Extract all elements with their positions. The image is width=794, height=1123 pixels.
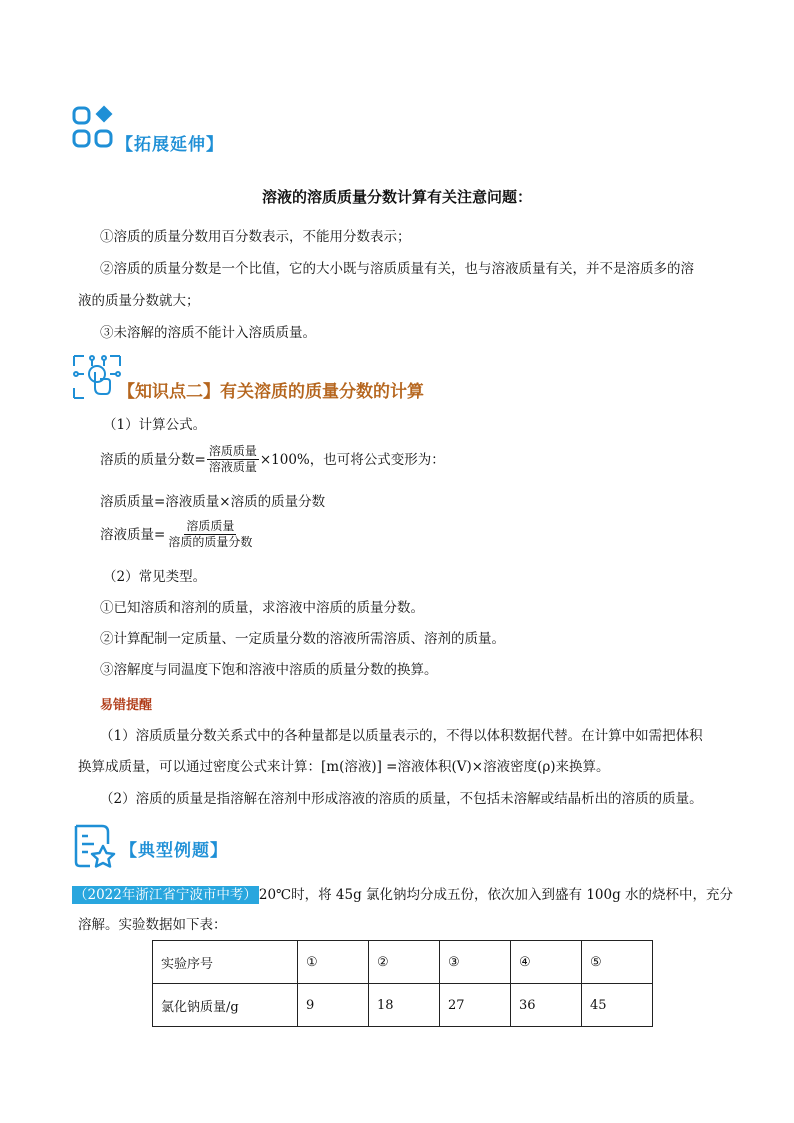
warning-line-3: （2）溶质的质量是指溶解在溶剂中形成溶液的溶质的质量，不包括未溶解或结晶析出的溶质的质量。 [100,791,703,807]
kp2-title: 有关溶质的质量分数的计算 [220,381,424,402]
formula-1 [100,444,445,475]
table-row [153,984,653,1027]
problem-source-highlight: （2022年浙江省宁波市中考） [74,887,257,903]
formula-3-fraction [166,519,254,550]
formula-3-left: 溶液质量= [100,526,166,543]
formula-1-right: ×100%，也可将公式变形为： [259,451,445,468]
note-1: ①溶质的质量分数用百分数表示，不能用分数表示； [100,229,411,245]
kp2-label: 【知识点二】 [118,381,220,402]
extension-label: 【拓展延伸】 [116,135,224,155]
touch-circuit-icon [70,350,124,404]
warning-line-2: 换算成质量，可以通过密度公式来计算：[m(溶液)] =溶液体积(V)×溶液密度(ρ)来换算。 [78,759,610,775]
extension-header [72,100,224,155]
table-cell: 9 [298,984,369,1027]
formula-3-denominator: 溶质的质量分数 [168,535,253,549]
formula-1-denominator: 溶液质量 [208,460,257,474]
note-2-cont: 液的质量分数就大； [78,293,200,309]
problem-line-1 [72,885,733,905]
note-3: ③未溶解的溶质不能计入溶质质量。 [100,325,316,341]
table-cell: ③ [440,941,511,984]
note-2: ②溶质的质量分数是一个比值，它的大小既与溶质质量有关，也与溶液质量有关，并不是溶质多的溶 [100,261,694,277]
examples-label: 【典型例题】 [120,840,228,861]
formula-2: 溶质质量=溶液质量×溶质的质量分数 [100,494,326,510]
formula-1-numerator: 溶质质量 [208,444,257,458]
table-cell: ⑤ [582,941,653,984]
formula-1-left: 溶质的质量分数= [100,451,206,468]
table-cell: 45 [582,984,653,1027]
data-table [152,940,653,1027]
types-heading: （2）常见类型。 [103,569,207,585]
formula-1-fraction [207,444,259,475]
table-cell: ④ [511,941,582,984]
extension-title: 溶液的溶质质量分数计算有关注意问题： [261,188,532,206]
table-row [153,941,653,984]
warning-label: 易错提醒 [100,698,153,713]
kp2-header [70,350,424,404]
table-cell: 18 [369,984,440,1027]
table-cell: ① [298,941,369,984]
formula-heading: （1）计算公式。 [103,417,207,433]
table-cell: 实验序号 [153,941,298,984]
star-document-icon [72,822,118,870]
type-item-1: ①已知溶质和溶剂的质量，求溶液中溶质的质量分数。 [100,600,424,616]
table-cell: ② [369,941,440,984]
table-cell: 氯化钠质量/g [153,984,298,1027]
warning-line-1: （1）溶质质量分数关系式中的各种量都是以质量表示的，不得以体积数据代替。在计算中如需把体积 [100,728,703,744]
problem-line-2: 溶解。实验数据如下表： [78,917,227,933]
table-cell: 27 [440,984,511,1027]
grid-blocks-icon [72,105,118,151]
formula-3 [100,519,255,550]
table-cell: 36 [511,984,582,1027]
problem-line-1-text: 20℃时，将 45g 氯化钠均分成五份，依次加入到盛有 100g 水的烧杯中，充分 [258,887,734,903]
examples-header [72,822,228,870]
type-item-3: ③溶解度与同温度下饱和溶液中溶质的质量分数的换算。 [100,662,438,678]
formula-3-numerator: 溶质质量 [186,519,235,533]
type-item-2: ②计算配制一定质量、一定质量分数的溶液所需溶质、溶剂的质量。 [100,631,505,647]
